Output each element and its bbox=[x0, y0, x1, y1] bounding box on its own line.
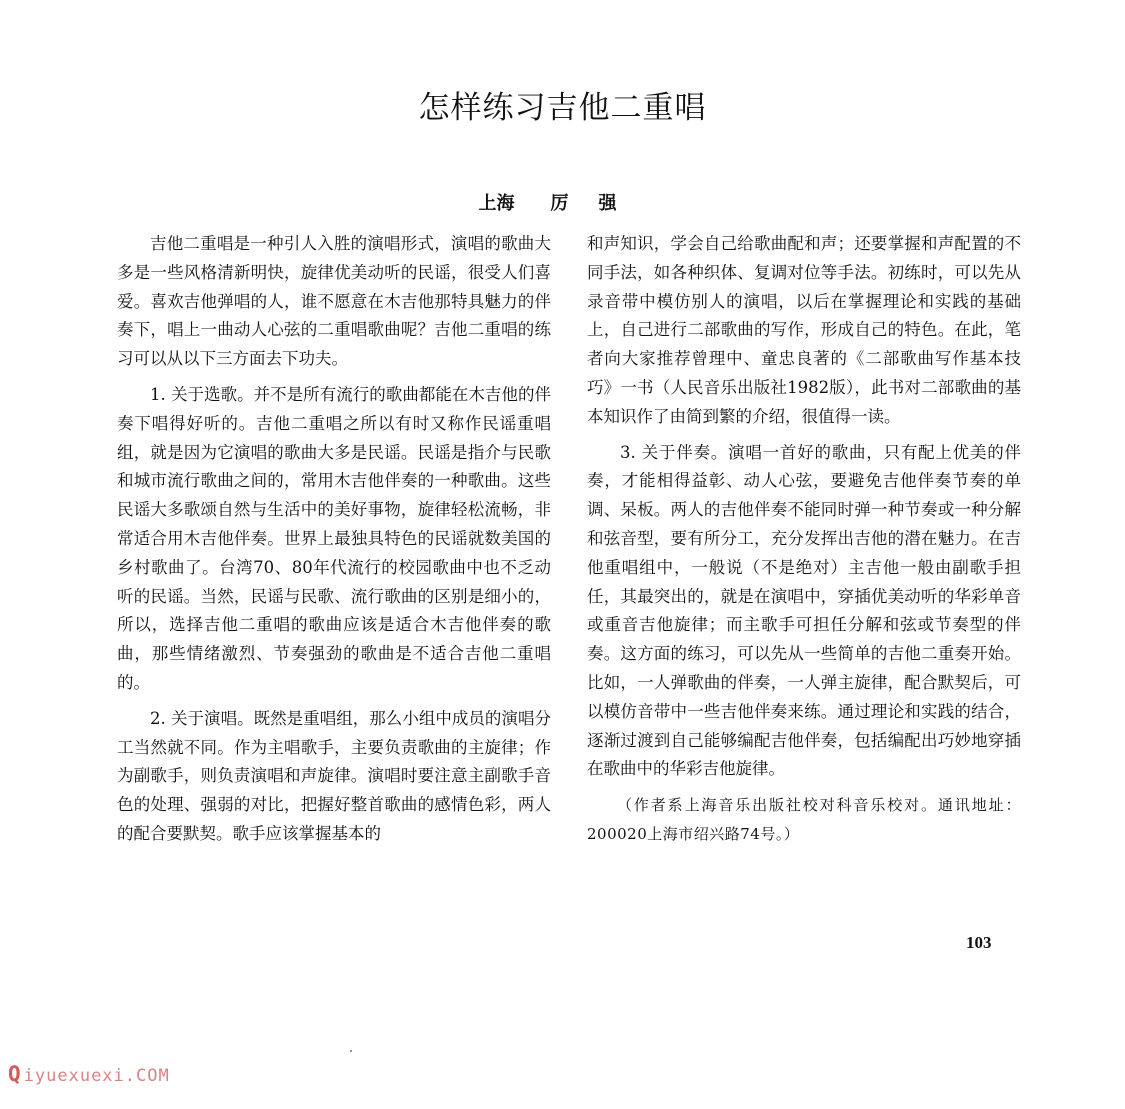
author-byline bbox=[0, 189, 1125, 215]
watermark-text: iyuexuexi.COM bbox=[23, 1066, 170, 1086]
section-accompaniment: 3. 关于伴奏。演唱一首好的歌曲，只有配上优美的伴奏，才能相得益彰、动人心弦，要避免吉他伴奏节奏的单调、呆板。两人的吉他伴奏不能同时弹一种节奏或一种分解和弦音型，要有所分工，充分发挥出吉他的潜在魅力。在吉他重唱组中，一般说（不是绝对）主吉他一般由副歌手担任，其最突出的，就是在演唱中，穿插优美动听的华彩单音或重音吉他旋律；而主歌手可担任分解和弦或节奏型的伴奏。这方面的练习，可以先从一些简单的吉他二重奏开始。比如，一人弹歌曲的伴奏，一人弹主旋律，配合默契后，可以模仿音带中一些吉他伴奏来练。通过理论和实践的结合，逐渐过渡到自己能够编配吉他伴奏，包括编配出巧妙地穿插在歌曲中的华彩吉他旋律。 bbox=[587, 442, 1021, 779]
author-city: 上海 bbox=[478, 193, 515, 214]
scan-speck bbox=[350, 1050, 352, 1052]
section-song-selection: 1. 关于选歌。并不是所有流行的歌曲都能在木吉他的伴奏下唱得好听的。吉他二重唱之所以有时又称作民谣重唱组，就是因为它演唱的歌曲大多是民谣。民谣是指介与民歌和城市流行歌曲之间的，常用木吉他伴奏的一种歌曲。这些民谣大多歌颂自然与生活中的美好事物，旋律轻松流畅，非常适合用木吉他伴奏。世界上最独具特色的民谣就数美国的乡村歌曲了。台湾70、80年代流行的校园歌曲中也不乏动听的民谣。当然，民谣与民歌、流行歌曲的区别是细小的，所以，选择吉他二重唱的歌曲应该是适合木吉他伴奏的歌曲，那些情绪激烈、节奏强劲的歌曲是不适合吉他二重唱的。 bbox=[117, 384, 551, 692]
section-singing-continued: 和声知识，学会自己给歌曲配和声；还要掌握和声配置的不同手法，如各种织体、复调对位等手法。初练时，可以先从录音带中模仿别人的演唱，以后在掌握理论和实践的基础上，自己进行二部歌曲的写作，形成自己的特色。在此，笔者向大家推荐曾理中、童忠良著的《二部歌曲写作基本技巧》一书（人民音乐出版社1982版），此书对二部歌曲的基本知识作了由简到繁的介绍，很值得一读。 bbox=[587, 234, 1021, 426]
site-watermark bbox=[8, 1062, 170, 1086]
article-title: 怎样练习吉他二重唱 bbox=[418, 90, 707, 126]
left-column bbox=[117, 230, 551, 856]
author-note: （作者系上海音乐出版社校对科音乐校对。通讯地址：200020上海市绍兴路74号。） bbox=[587, 796, 1021, 843]
right-column bbox=[587, 230, 1021, 856]
author-name: 厉强 bbox=[550, 193, 647, 214]
intro-paragraph: 吉他二重唱是一种引人入胜的演唱形式，演唱的歌曲大多是一些风格清新明快，旋律优美动听的民谣，很受人们喜爱。喜欢吉他弹唱的人，谁不愿意在木吉他那特具魅力的伴奏下，唱上一曲动人心弦的二重唱歌曲呢？吉他二重唱的练习可以从以下三方面去下功夫。 bbox=[117, 234, 551, 369]
watermark-logo-letter: Q bbox=[8, 1062, 22, 1086]
page-number: 103 bbox=[966, 933, 992, 952]
section-singing: 2. 关于演唱。既然是重唱组，那么小组中成员的演唱分工当然就不同。作为主唱歌手，主要负责歌曲的主旋律；作为副歌手，则负责演唱和声旋律。演唱时要注意主副歌手音色的处理、强弱的对比，把握好整首歌曲的感情色彩，两人的配合要默契。歌手应该掌握基本的 bbox=[117, 708, 551, 843]
